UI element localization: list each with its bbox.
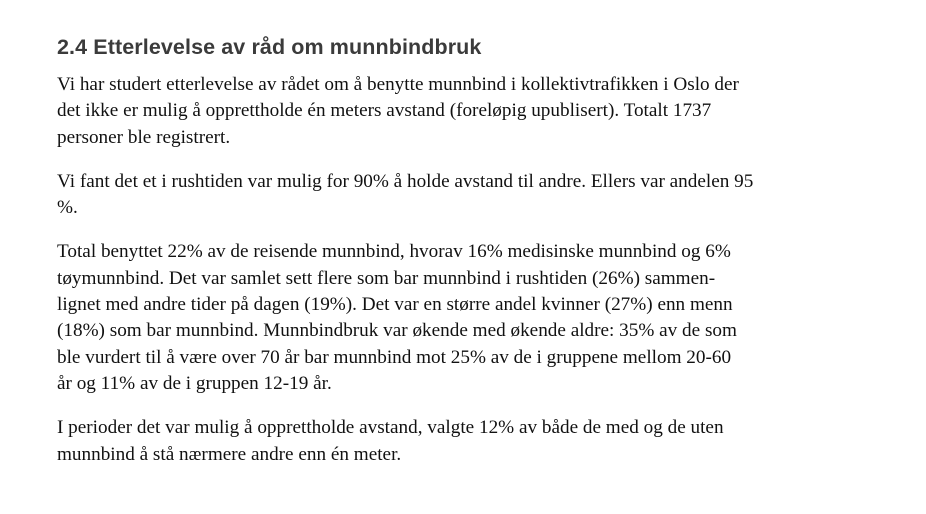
paragraph-line: ble vurdert til å være over 70 år bar munnbind mot 25% av de i gruppene mellom 20-60 bbox=[57, 346, 732, 368]
paragraph-line: personer ble registrert. bbox=[57, 126, 231, 148]
section-heading: 2.4 Etterlevelse av råd om munnbindbruk bbox=[57, 35, 482, 59]
paragraph-line: I perioder det var mulig å opprettholde avstand, valgte 12% av både de med og de uten bbox=[57, 417, 724, 439]
paragraph-line: år og 11% av de i gruppen 12-19 år. bbox=[57, 372, 332, 394]
paragraph-line: munnbind å stå nærmere andre enn én meter. bbox=[57, 443, 402, 465]
paragraph-line: tøymunnbind. Det var samlet sett flere som bar munnbind i rushtiden (26%) sammen- bbox=[57, 267, 716, 289]
paragraph-line: (18%) som bar munnbind. Munnbindbruk var økende med økende aldre: 35% av de som bbox=[57, 320, 737, 342]
paragraph-line: Vi fant det et i rushtiden var mulig for 90% å holde avstand til andre. Ellers var andelen 95 bbox=[57, 170, 754, 192]
paragraph-line: %. bbox=[57, 197, 78, 219]
paragraph-mask-usage bbox=[57, 239, 907, 397]
document-page bbox=[57, 32, 907, 486]
paragraph-distance-findings bbox=[57, 169, 907, 222]
paragraph-distance-choice bbox=[57, 415, 907, 468]
paragraph-line: Total benyttet 22% av de reisende munnbind, hvorav 16% medisinske munnbind og 6% bbox=[57, 241, 731, 263]
paragraph-study-description bbox=[57, 72, 907, 151]
paragraph-line: det ikke er mulig å opprettholde én meters avstand (foreløpig upublisert). Totalt 1737 bbox=[57, 100, 712, 122]
paragraph-line: Vi har studert etterlevelse av rådet om å benytte munnbind i kollektivtrafikken i Oslo der bbox=[57, 74, 739, 95]
paragraph-line: lignet med andre tider på dagen (19%). Det var en større andel kvinner (27%) enn menn bbox=[57, 294, 733, 316]
